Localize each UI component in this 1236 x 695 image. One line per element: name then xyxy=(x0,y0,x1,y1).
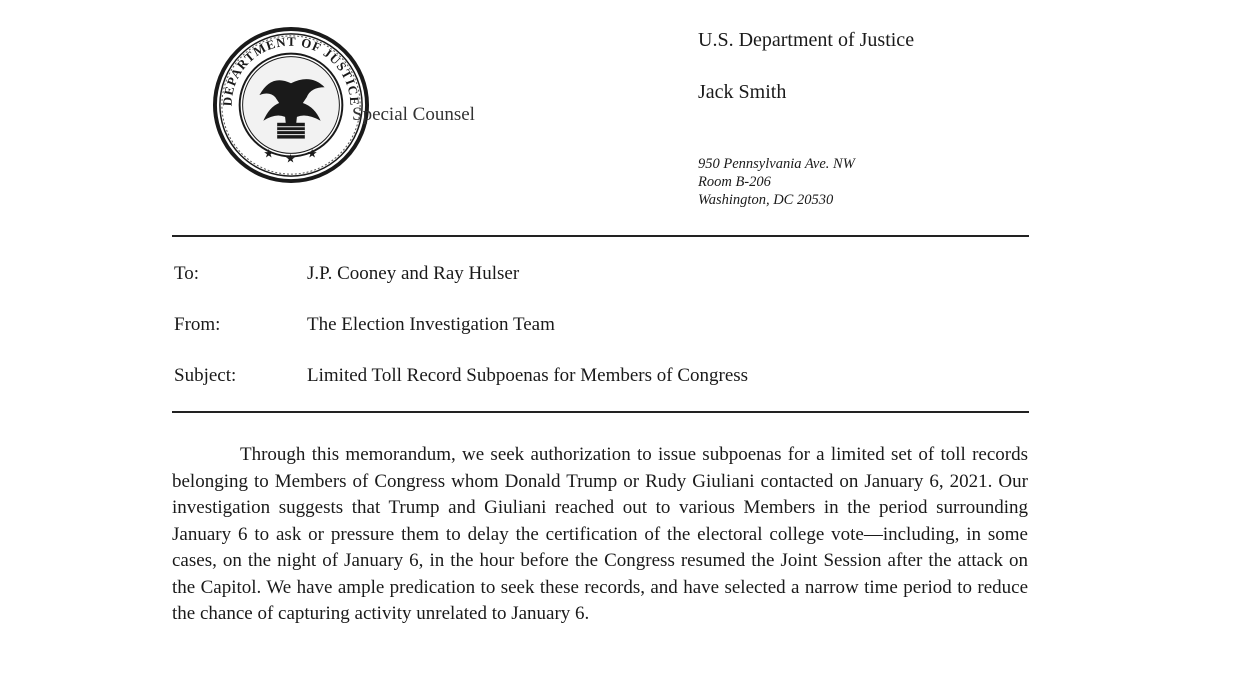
memo-body-paragraph: Through this memorandum, we seek authorization to issue subpoenas for a limited set of toll records belonging to Members of Congress whom Donald Trump or Rudy Giuliani contacted on January 6, 2021. Our investigation suggests that Trump and Giuliani reached out to various Members in the period surrounding January 6 to ask or pressure them to delay the certification of the electoral college vote—including, in some cases, on the night of January 6, in the hour before the Congress resumed the Joint Session after the attack on the Capitol. We have ample predication to seek these records, and have selected a narrow time period to reduce the chance of capturing activity unrelated to January 6. xyxy=(172,444,1028,624)
memo-from-label: From: xyxy=(174,314,221,335)
svg-text:DEPARTMENT OF JUSTICE: DEPARTMENT OF JUSTICE xyxy=(220,34,362,107)
address-line: Room B-206 xyxy=(698,174,771,190)
memo-subject-label: Subject: xyxy=(174,365,237,386)
svg-text:★: ★ xyxy=(306,146,318,161)
memo-to-label: To: xyxy=(174,263,200,284)
memo-subject-value: Limited Toll Record Subpoenas for Members of Congress xyxy=(307,365,749,386)
sender-name: Jack Smith xyxy=(698,81,787,103)
address-line: Washington, DC 20530 xyxy=(698,192,834,208)
header-divider-bottom xyxy=(172,411,1029,413)
memo-from-value: The Election Investigation Team xyxy=(307,314,555,335)
address-block xyxy=(698,155,855,209)
seal-overlap-text: Special Counsel xyxy=(352,104,475,125)
memo-to-value: J.P. Cooney and Ray Hulser xyxy=(307,263,520,284)
organization-name: U.S. Department of Justice xyxy=(698,29,915,51)
svg-text:★: ★ xyxy=(285,151,296,166)
doj-seal-icon xyxy=(212,26,370,184)
svg-text:★: ★ xyxy=(263,146,274,161)
address-line: 950 Pennsylvania Ave. NW xyxy=(698,156,855,172)
header-divider-top xyxy=(172,235,1029,237)
